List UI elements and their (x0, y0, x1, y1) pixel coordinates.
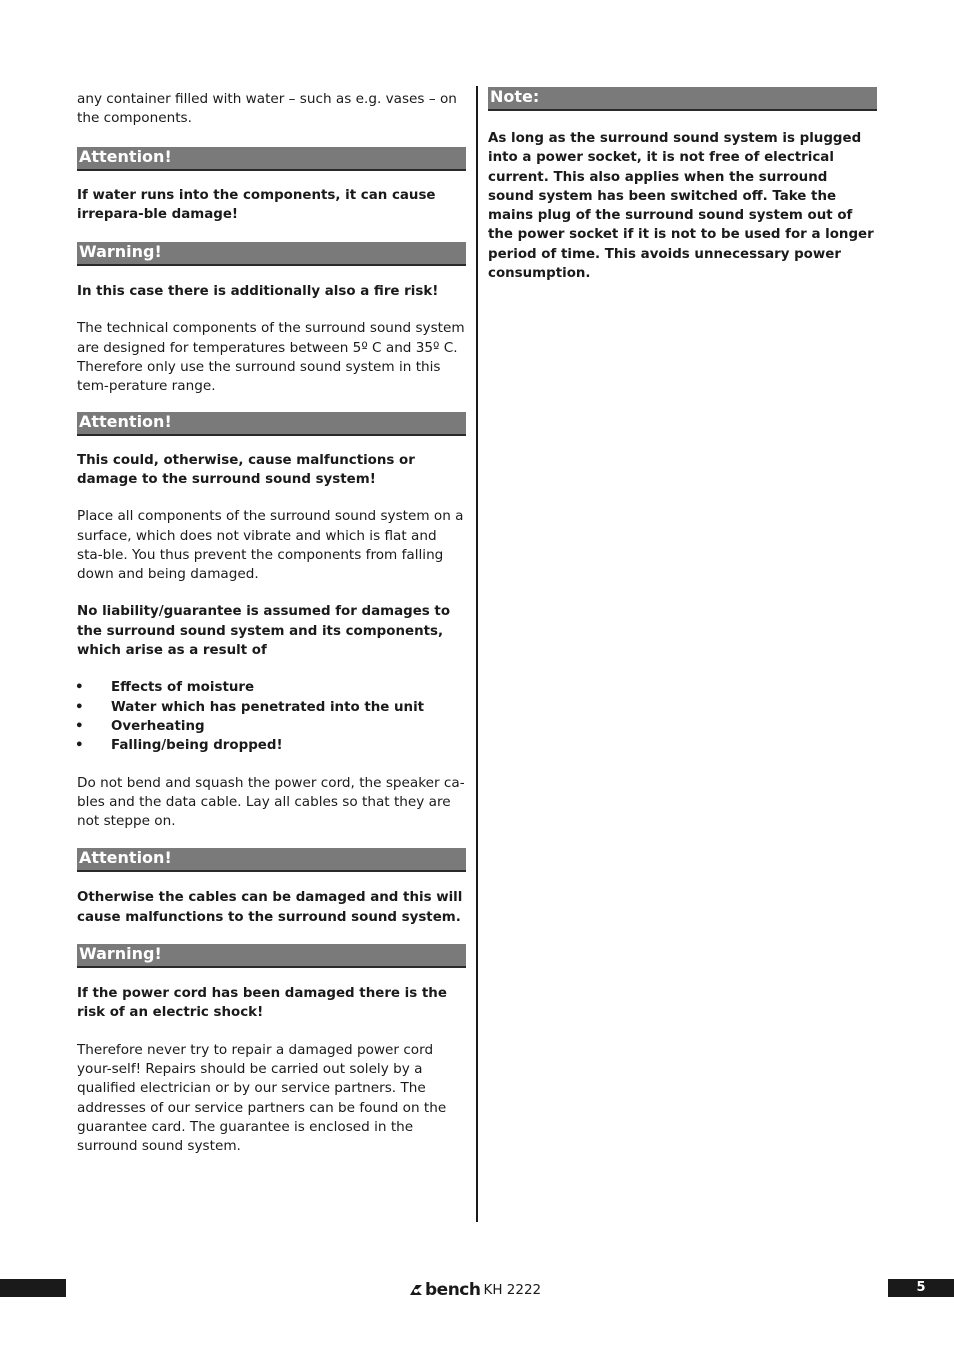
list-item: • Effects of moisture (77, 678, 466, 697)
note-text-power: As long as the surround sound system is plugged into a power socket, it is not free of electrical current. This also applies when the surround sound system has been switched off. Take the mains plug of the surround sound system out of the power socket if it is not to be used for a longer period of time. This avoids unnecessary power consumption. (488, 131, 874, 282)
right-column (488, 87, 877, 283)
paragraph-temperature: The technical components of the surround sound system are designed for temperatures between 5º C and 35º C. Therefore only use the surround sound system in this tem-perature range. (77, 320, 465, 395)
bullet-icon: • (75, 680, 84, 696)
logo-text: bench (425, 1280, 481, 1300)
model-number: KH 2222 (483, 1282, 542, 1298)
note-heading: Note: (488, 87, 877, 111)
damage-causes-list (77, 678, 466, 755)
paragraph-container-water: any container filled with water – such as e.g. vases – on the components. (77, 91, 457, 127)
bullet-icon: • (75, 718, 84, 734)
list-item: • Overheating (77, 717, 466, 736)
bullet-icon: • (75, 699, 84, 715)
warning-text-fire: In this case there is additionally also a fire risk! (77, 284, 439, 300)
footer-branding (408, 1280, 541, 1300)
attention-heading: Attention! (77, 412, 466, 436)
warning-heading: Warning! (77, 242, 466, 266)
attention-heading: Attention! (77, 147, 466, 171)
attention-heading: Attention! (77, 848, 466, 872)
warning-text-shock: If the power cord has been damaged there is the risk of an electric shock! (77, 986, 447, 1021)
liability-text: No liability/guarantee is assumed for damages to the surround sound system and its components, which arise as a result of (77, 604, 451, 659)
attention-text-malfunctions: This could, otherwise, cause malfunctions or damage to the surround sound system! (77, 452, 415, 487)
paragraph-placement: Place all components of the surround sound system on a surface, which does not vibrate and which is flat and sta-ble. You thus prevent the components from falling down and being damaged. (77, 508, 464, 583)
attention-text-water: If water runs into the components, it can cause irrepara-ble damage! (77, 187, 436, 222)
paragraph-repairs: Therefore never try to repair a damaged power cord your-self! Repairs should be carried out solely by a qualified electrician or by our service partners. The addresses of our service partners can be found on the guarantee card. The guarantee is enclosed in the surround sound system. (77, 1041, 447, 1155)
left-column (77, 90, 466, 1156)
warning-heading: Warning! (77, 944, 466, 968)
list-item: • Falling/being dropped! (77, 736, 466, 755)
bench-logo (408, 1280, 480, 1300)
bullet-icon: • (75, 738, 84, 754)
column-divider (476, 86, 478, 1222)
list-item: • Water which has penetrated into the unit (77, 698, 466, 717)
bench-logo-icon (408, 1283, 424, 1297)
attention-text-cables: Otherwise the cables can be damaged and this will cause malfunctions to the surround sound system. (77, 890, 463, 925)
page-number: 5 (888, 1279, 954, 1297)
footer-bar-left (0, 1279, 66, 1297)
paragraph-cables: Do not bend and squash the power cord, the speaker ca-bles and the data cable. Lay all cables so that they are not steppe on. (77, 774, 465, 830)
